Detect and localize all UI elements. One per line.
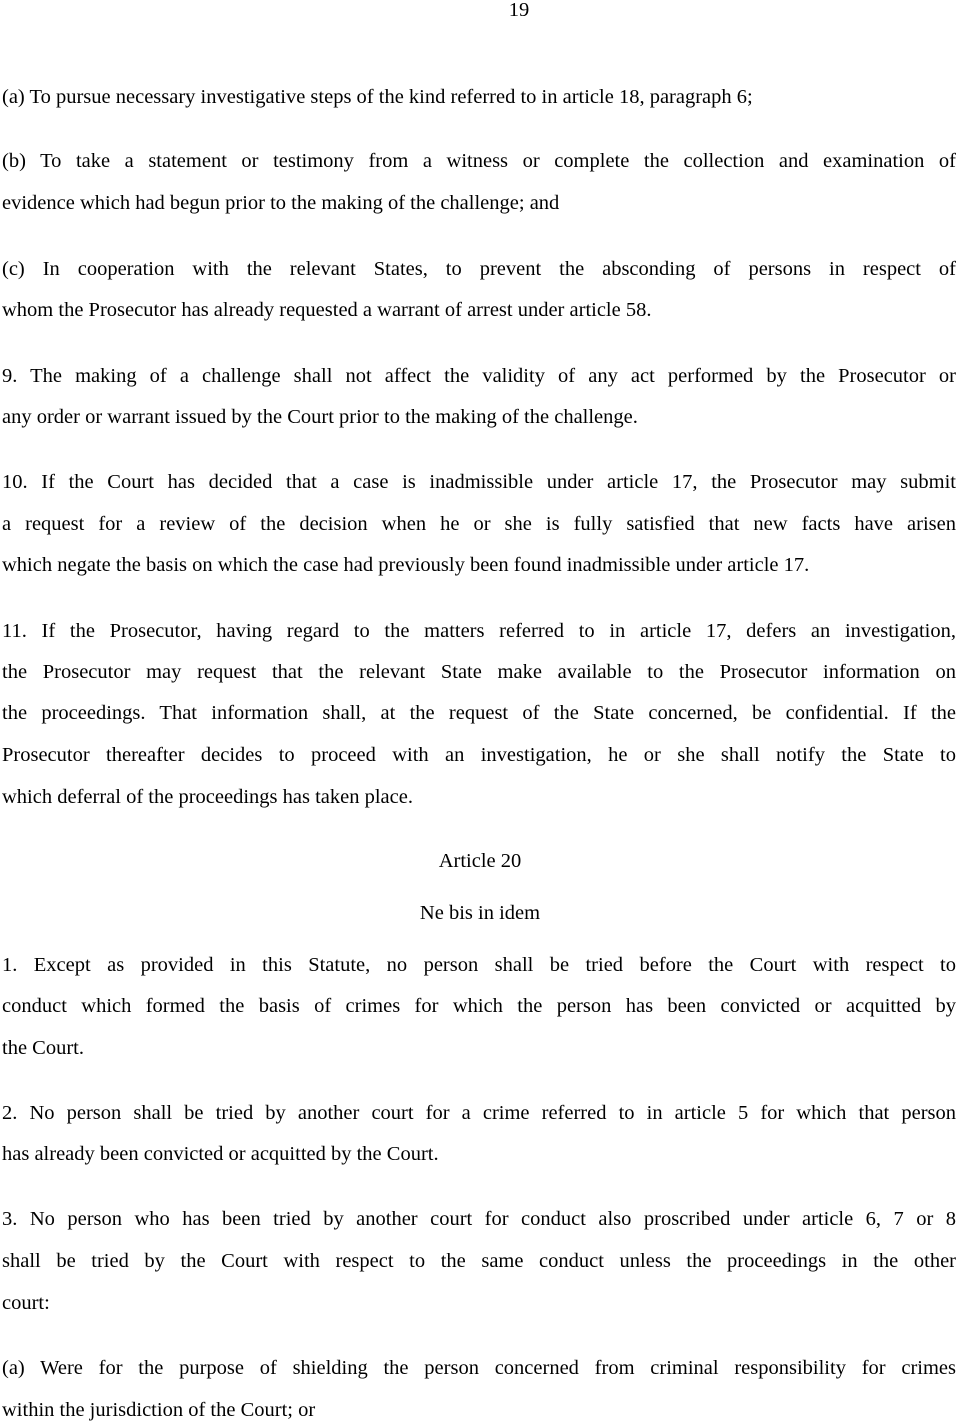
text-line: has already been convicted or acquitted by the Court. xyxy=(2,1143,439,1165)
text-line: shall be tried by the Court with respect to the same conduct unless the proceedings in the other xyxy=(2,1250,956,1272)
text-line: whom the Prosecutor has already requested a warrant of arrest under article 58. xyxy=(2,299,652,321)
text-line: (a) To pursue necessary investigative steps of the kind referred to in article 18, paragraph 6; xyxy=(2,86,753,108)
article-subtitle: Ne bis in idem xyxy=(419,902,541,924)
text-line: 3. No person who has been tried by another court for conduct also proscribed under article 6, 7 or 8 xyxy=(2,1208,956,1230)
text-line: 10. If the Court has decided that a case is inadmissible under article 17, the Prosecutor may submit xyxy=(2,471,956,493)
text-line: the proceedings. That information shall, at the request of the State concerned, be confidential. If the xyxy=(2,702,956,724)
text-line: 2. No person shall be tried by another court for a crime referred to in article 5 for which that person xyxy=(2,1102,956,1124)
text-line: the Court. xyxy=(2,1037,84,1059)
text-line: which deferral of the proceedings has taken place. xyxy=(2,786,413,808)
text-line: (c) In cooperation with the relevant States, to prevent the absconding of persons in respect of xyxy=(2,258,956,280)
text-line: a request for a review of the decision when he or she is fully satisfied that new facts have arisen xyxy=(2,513,956,535)
text-line: evidence which had begun prior to the making of the challenge; and xyxy=(2,192,560,214)
text-line: (a) Were for the purpose of shielding the person concerned from criminal responsibility for crimes xyxy=(2,1357,956,1379)
text-line: (b) To take a statement or testimony from a witness or complete the collection and examination of xyxy=(2,150,956,172)
text-line: conduct which formed the basis of crimes for which the person has been convicted or acquitted by xyxy=(2,995,956,1017)
text-line: 9. The making of a challenge shall not affect the validity of any act performed by the Prosecutor or xyxy=(2,365,956,387)
text-line: within the jurisdiction of the Court; or xyxy=(2,1399,316,1421)
article-title: Article 20 xyxy=(438,850,522,872)
text-line: 1. Except as provided in this Statute, no person shall be tried before the Court with respect to xyxy=(2,954,956,976)
text-line: court: xyxy=(2,1292,50,1314)
text-line: any order or warrant issued by the Court prior to the making of the challenge. xyxy=(2,406,638,428)
page-number: 19 xyxy=(508,0,530,21)
text-line: Prosecutor thereafter decides to proceed with an investigation, he or she shall notify the State to xyxy=(2,744,956,766)
text-line: 11. If the Prosecutor, having regard to the matters referred to in article 17, defers an investigation, xyxy=(2,620,956,642)
text-line: which negate the basis on which the case had previously been found inadmissible under article 17. xyxy=(2,554,810,576)
text-line: the Prosecutor may request that the relevant State make available to the Prosecutor information on xyxy=(2,661,956,683)
